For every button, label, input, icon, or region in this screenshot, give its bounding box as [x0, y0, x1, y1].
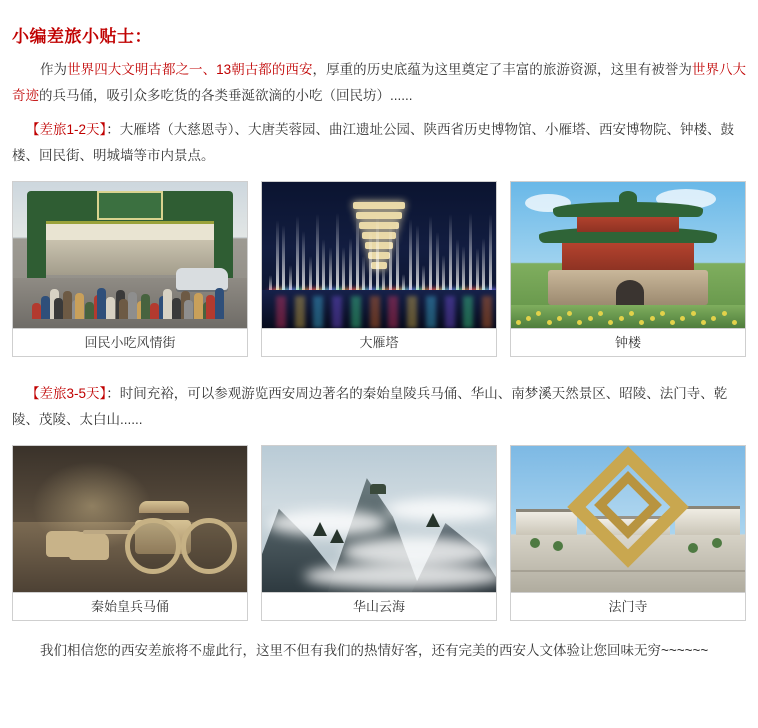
section-1-text: ：大雁塔（大慈恩寺）、大唐芙蓉园、曲江遗址公园、陕西省历史博物馆、小雁塔、西安博物院、钟楼、鼓楼、回民街、明城墙等市内景点。 — [12, 122, 735, 163]
intro-text-mid: ，厚重的历史底蕴为这里奠定了丰富的旅游资源 — [312, 62, 598, 77]
page-title: 小编差旅小贴士： — [12, 27, 152, 46]
famen-illustration — [511, 446, 745, 592]
photo-card — [261, 445, 497, 621]
photo-caption: 回民小吃风情街 — [12, 329, 248, 357]
huashan-illustration — [262, 446, 496, 592]
street-illustration — [13, 182, 247, 328]
photo-bell-tower — [510, 181, 746, 329]
section-2-gallery — [12, 445, 746, 621]
travel-tips-page — [0, 22, 758, 728]
photo-caption: 钟楼 — [510, 329, 746, 357]
photo-caption: 法门寺 — [510, 593, 746, 621]
closing-line-1: 我们相信您的西安差旅将不虚此行，这里不但有我们的热情好客，还有完美的西安人文体验让 — [40, 643, 594, 658]
photo-wild-goose-pagoda-fountain — [261, 181, 497, 329]
spacer — [8, 357, 750, 373]
photo-caption: 大雁塔 — [261, 329, 497, 357]
photo-terracotta-warriors — [12, 445, 248, 593]
intro-text-end: 的兵马俑，吸引众多吃货的各类垂涎欲滴的小吃（回民坊）...... — [39, 88, 413, 103]
intro-text-post: ，这里有被誉为 — [597, 62, 692, 77]
photo-huashan-clouds — [261, 445, 497, 593]
intro-highlight-1: 世界四大文明古都之一、13朝古都的西安 — [67, 62, 313, 77]
section-1-gallery — [12, 181, 746, 357]
photo-card — [261, 181, 497, 357]
photo-caption: 华山云海 — [261, 593, 497, 621]
photo-card — [12, 445, 248, 621]
photo-famen-temple — [510, 445, 746, 593]
terracotta-illustration — [13, 446, 247, 592]
fountain-illustration — [262, 182, 496, 328]
bell-tower-illustration — [511, 182, 745, 328]
intro-text-pre: 作为 — [40, 62, 68, 77]
section-1-heading — [12, 117, 746, 169]
photo-caption: 秦始皇兵马俑 — [12, 593, 248, 621]
photo-card — [510, 181, 746, 357]
intro-paragraph — [12, 57, 746, 109]
section-2-heading — [12, 381, 746, 433]
intro-highlight-2: 世界八大奇迹 — [12, 62, 747, 103]
photo-card — [510, 445, 746, 621]
closing-line-2: 您回味无穷~~~~~~ — [593, 643, 709, 658]
photo-huimin-street — [12, 181, 248, 329]
section-2-tag: 【差旅3-5天】 — [26, 386, 107, 401]
section-2-text: ：时间充裕，可以参观游览西安周边著名的秦始皇陵兵马俑、华山、南梦溪天然景区、昭陵、法门寺、乾陵、茂陵、太白山...... — [12, 386, 728, 427]
closing-paragraph — [12, 637, 746, 664]
section-1-tag: 【差旅1-2天】 — [26, 122, 107, 137]
photo-card — [12, 181, 248, 357]
